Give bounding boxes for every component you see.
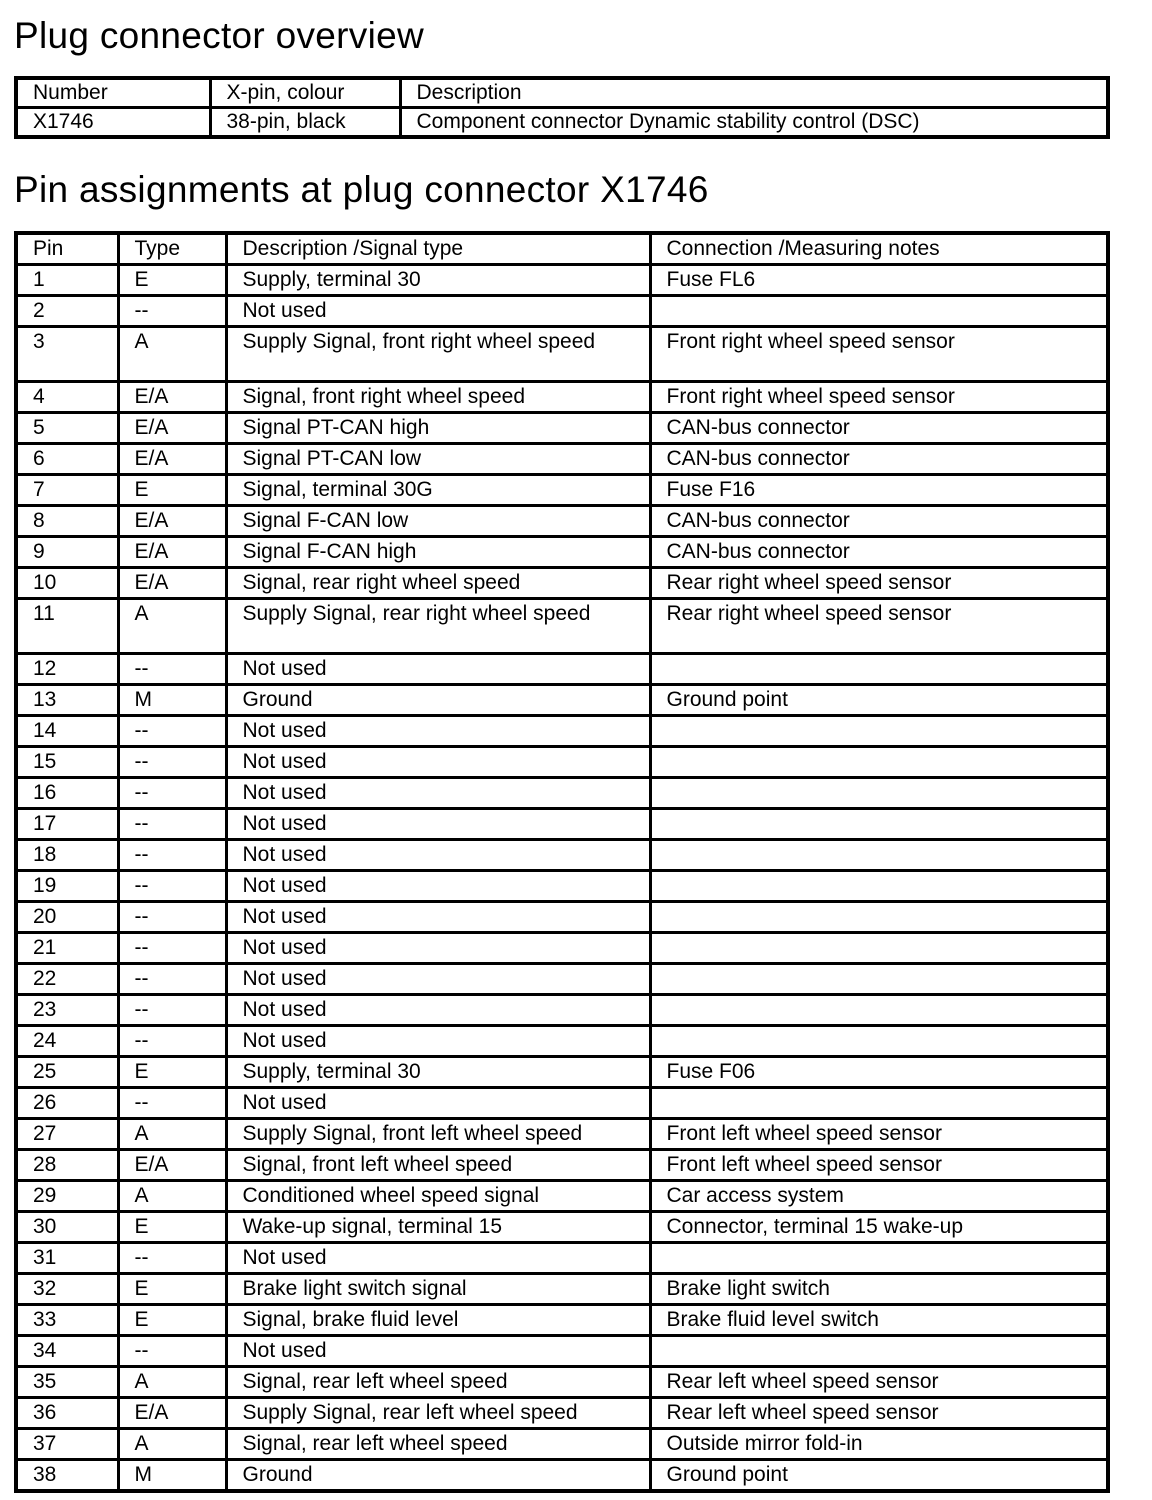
table-row	[16, 1026, 1108, 1057]
overview-description: Component connector Dynamic stability control (DSC)	[400, 108, 1108, 138]
table-row	[16, 599, 1108, 654]
pin-number: 6	[16, 444, 118, 475]
pin-connection: Rear right wheel speed sensor	[650, 568, 1108, 599]
pin-number: 19	[16, 871, 118, 902]
pin-number: 33	[16, 1305, 118, 1336]
table-row	[16, 1336, 1108, 1367]
pin-description: Not used	[226, 871, 650, 902]
pin-number: 23	[16, 995, 118, 1026]
pin-number: 25	[16, 1057, 118, 1088]
pin-description: Ground	[226, 1460, 650, 1492]
pin-connection: Ground point	[650, 685, 1108, 716]
pin-type: --	[118, 778, 226, 809]
pin-description: Signal F-CAN low	[226, 506, 650, 537]
pin-connection	[650, 778, 1108, 809]
pin-number: 30	[16, 1212, 118, 1243]
table-row	[16, 568, 1108, 599]
table-row	[16, 1181, 1108, 1212]
pin-description: Supply, terminal 30	[226, 1057, 650, 1088]
overview-header-row	[16, 78, 1108, 108]
pin-connection	[650, 964, 1108, 995]
pin-connection	[650, 1026, 1108, 1057]
table-row	[16, 382, 1108, 413]
pin-connection	[650, 1336, 1108, 1367]
pin-connection	[650, 933, 1108, 964]
pin-number: 10	[16, 568, 118, 599]
pin-description: Not used	[226, 933, 650, 964]
pin-number: 18	[16, 840, 118, 871]
pin-description: Not used	[226, 1243, 650, 1274]
pin-description: Signal, terminal 30G	[226, 475, 650, 506]
table-row	[16, 1398, 1108, 1429]
pin-connection: Rear right wheel speed sensor	[650, 599, 1108, 654]
pin-type: --	[118, 964, 226, 995]
pin-number: 29	[16, 1181, 118, 1212]
pin-description: Signal, brake fluid level	[226, 1305, 650, 1336]
pin-type: E/A	[118, 413, 226, 444]
pin-connection	[650, 747, 1108, 778]
pin-header-row	[16, 233, 1108, 265]
pin-type: E	[118, 475, 226, 506]
table-row	[16, 716, 1108, 747]
pin-number: 5	[16, 413, 118, 444]
pin-number: 28	[16, 1150, 118, 1181]
table-row	[16, 933, 1108, 964]
pin-description: Signal, front left wheel speed	[226, 1150, 650, 1181]
table-row	[16, 1088, 1108, 1119]
pin-number: 26	[16, 1088, 118, 1119]
pin-number: 12	[16, 654, 118, 685]
pin-type: A	[118, 1181, 226, 1212]
pin-description: Ground	[226, 685, 650, 716]
pin-connection: Outside mirror fold-in	[650, 1429, 1108, 1460]
pin-description: Not used	[226, 654, 650, 685]
table-row	[16, 265, 1108, 296]
table-row	[16, 1119, 1108, 1150]
table-row	[16, 444, 1108, 475]
table-row	[16, 1367, 1108, 1398]
overview-table	[14, 76, 1110, 139]
table-row	[16, 685, 1108, 716]
pin-type: --	[118, 296, 226, 327]
pin-type: E/A	[118, 568, 226, 599]
pin-number: 4	[16, 382, 118, 413]
pin-description: Not used	[226, 716, 650, 747]
pin-description: Not used	[226, 296, 650, 327]
pin-description: Signal PT-CAN high	[226, 413, 650, 444]
pin-assignments-table	[14, 231, 1110, 1493]
table-row	[16, 506, 1108, 537]
pin-description: Not used	[226, 1026, 650, 1057]
table-row	[16, 840, 1108, 871]
pin-number: 31	[16, 1243, 118, 1274]
pin-type: --	[118, 716, 226, 747]
pin-description: Signal PT-CAN low	[226, 444, 650, 475]
pin-connection: Fuse FL6	[650, 265, 1108, 296]
pin-connection: Ground point	[650, 1460, 1108, 1492]
pin-number: 38	[16, 1460, 118, 1492]
pin-description: Supply Signal, rear right wheel speed	[226, 599, 650, 654]
pin-connection: Brake light switch	[650, 1274, 1108, 1305]
pin-connection: Connector, terminal 15 wake-up	[650, 1212, 1108, 1243]
table-row	[16, 1057, 1108, 1088]
pin-type: E	[118, 1212, 226, 1243]
table-row	[16, 296, 1108, 327]
pin-number: 15	[16, 747, 118, 778]
table-row	[16, 475, 1108, 506]
pin-type: E/A	[118, 1150, 226, 1181]
pin-description: Supply Signal, front right wheel speed	[226, 327, 650, 382]
pin-number: 16	[16, 778, 118, 809]
pin-type: A	[118, 599, 226, 654]
pin-connection	[650, 840, 1108, 871]
pin-type: --	[118, 1243, 226, 1274]
pin-description: Not used	[226, 902, 650, 933]
pin-type: --	[118, 1088, 226, 1119]
pin-type: E	[118, 265, 226, 296]
pin-type: M	[118, 685, 226, 716]
pin-connection	[650, 902, 1108, 933]
table-row	[16, 871, 1108, 902]
pin-number: 34	[16, 1336, 118, 1367]
pin-number: 36	[16, 1398, 118, 1429]
pin-assignments-title: Pin assignments at plug connector X1746	[14, 169, 709, 210]
table-row	[16, 1274, 1108, 1305]
pin-description: Not used	[226, 747, 650, 778]
pin-connection	[650, 1243, 1108, 1274]
header-type: Type	[118, 233, 226, 265]
overview-xpin-colour: 38-pin, black	[210, 108, 400, 138]
pin-connection	[650, 809, 1108, 840]
pin-description: Signal F-CAN high	[226, 537, 650, 568]
pin-connection: CAN-bus connector	[650, 444, 1108, 475]
table-row	[16, 1460, 1108, 1492]
pin-type: E/A	[118, 382, 226, 413]
table-row	[16, 995, 1108, 1026]
pin-type: E/A	[118, 506, 226, 537]
pin-number: 2	[16, 296, 118, 327]
pin-number: 9	[16, 537, 118, 568]
pin-connection: Front left wheel speed sensor	[650, 1150, 1108, 1181]
pin-description: Wake-up signal, terminal 15	[226, 1212, 650, 1243]
table-row	[16, 964, 1108, 995]
table-row	[16, 1150, 1108, 1181]
pin-type: E	[118, 1305, 226, 1336]
pin-number: 35	[16, 1367, 118, 1398]
pin-connection: Car access system	[650, 1181, 1108, 1212]
pin-number: 24	[16, 1026, 118, 1057]
pin-description: Supply Signal, front left wheel speed	[226, 1119, 650, 1150]
pin-number: 7	[16, 475, 118, 506]
pin-type: --	[118, 747, 226, 778]
pin-connection: Front right wheel speed sensor	[650, 382, 1108, 413]
pin-number: 17	[16, 809, 118, 840]
header-number: Number	[16, 78, 210, 108]
table-row	[16, 1212, 1108, 1243]
header-signal-description: Description /Signal type	[226, 233, 650, 265]
table-row	[16, 327, 1108, 382]
pin-description: Not used	[226, 778, 650, 809]
pin-number: 3	[16, 327, 118, 382]
pin-connection	[650, 995, 1108, 1026]
pin-type: --	[118, 995, 226, 1026]
pin-connection: Front left wheel speed sensor	[650, 1119, 1108, 1150]
pin-type: E/A	[118, 444, 226, 475]
pin-type: E	[118, 1057, 226, 1088]
pin-type: E/A	[118, 1398, 226, 1429]
overview-number: X1746	[16, 108, 210, 138]
pin-number: 20	[16, 902, 118, 933]
table-row	[16, 747, 1108, 778]
pin-number: 21	[16, 933, 118, 964]
header-description: Description	[400, 78, 1108, 108]
pin-description: Signal, front right wheel speed	[226, 382, 650, 413]
pin-description: Signal, rear left wheel speed	[226, 1429, 650, 1460]
pin-number: 32	[16, 1274, 118, 1305]
pin-number: 1	[16, 265, 118, 296]
pin-connection: Fuse F06	[650, 1057, 1108, 1088]
pin-description: Supply Signal, rear left wheel speed	[226, 1398, 650, 1429]
pin-connection: Brake fluid level switch	[650, 1305, 1108, 1336]
pin-number: 37	[16, 1429, 118, 1460]
header-pin: Pin	[16, 233, 118, 265]
pin-connection: Rear left wheel speed sensor	[650, 1398, 1108, 1429]
pin-type: A	[118, 327, 226, 382]
table-row	[16, 778, 1108, 809]
pin-description: Not used	[226, 1336, 650, 1367]
pin-type: --	[118, 654, 226, 685]
pin-connection	[650, 1088, 1108, 1119]
table-row	[16, 1243, 1108, 1274]
pin-type: --	[118, 871, 226, 902]
pin-description: Not used	[226, 995, 650, 1026]
pin-type: --	[118, 840, 226, 871]
pin-description: Not used	[226, 1088, 650, 1119]
table-row	[16, 654, 1108, 685]
pin-description: Not used	[226, 809, 650, 840]
pin-number: 8	[16, 506, 118, 537]
pin-connection: CAN-bus connector	[650, 413, 1108, 444]
pin-type: A	[118, 1119, 226, 1150]
table-row	[16, 902, 1108, 933]
pin-description: Not used	[226, 840, 650, 871]
pin-description: Signal, rear left wheel speed	[226, 1367, 650, 1398]
header-connection-notes: Connection /Measuring notes	[650, 233, 1108, 265]
pin-number: 11	[16, 599, 118, 654]
pin-type: E/A	[118, 537, 226, 568]
overview-title: Plug connector overview	[14, 15, 424, 56]
pin-description: Signal, rear right wheel speed	[226, 568, 650, 599]
pin-number: 22	[16, 964, 118, 995]
overview-row	[16, 108, 1108, 138]
pin-connection	[650, 296, 1108, 327]
table-row	[16, 1429, 1108, 1460]
pin-number: 27	[16, 1119, 118, 1150]
pin-type: A	[118, 1429, 226, 1460]
pin-description: Brake light switch signal	[226, 1274, 650, 1305]
pin-type: --	[118, 809, 226, 840]
pin-connection: Front right wheel speed sensor	[650, 327, 1108, 382]
table-row	[16, 1305, 1108, 1336]
pin-connection: Fuse F16	[650, 475, 1108, 506]
pin-number: 14	[16, 716, 118, 747]
table-row	[16, 809, 1108, 840]
pin-type: A	[118, 1367, 226, 1398]
pin-type: E	[118, 1274, 226, 1305]
table-row	[16, 537, 1108, 568]
table-row	[16, 413, 1108, 444]
pin-connection	[650, 716, 1108, 747]
pin-connection: CAN-bus connector	[650, 506, 1108, 537]
pin-description: Not used	[226, 964, 650, 995]
header-xpin-colour: X-pin, colour	[210, 78, 400, 108]
pin-type: M	[118, 1460, 226, 1492]
pin-description: Conditioned wheel speed signal	[226, 1181, 650, 1212]
pin-connection	[650, 871, 1108, 902]
pin-connection	[650, 654, 1108, 685]
pin-type: --	[118, 933, 226, 964]
pin-description: Supply, terminal 30	[226, 265, 650, 296]
pin-type: --	[118, 1336, 226, 1367]
pin-number: 13	[16, 685, 118, 716]
pin-connection: CAN-bus connector	[650, 537, 1108, 568]
pin-type: --	[118, 902, 226, 933]
pin-type: --	[118, 1026, 226, 1057]
pin-connection: Rear left wheel speed sensor	[650, 1367, 1108, 1398]
